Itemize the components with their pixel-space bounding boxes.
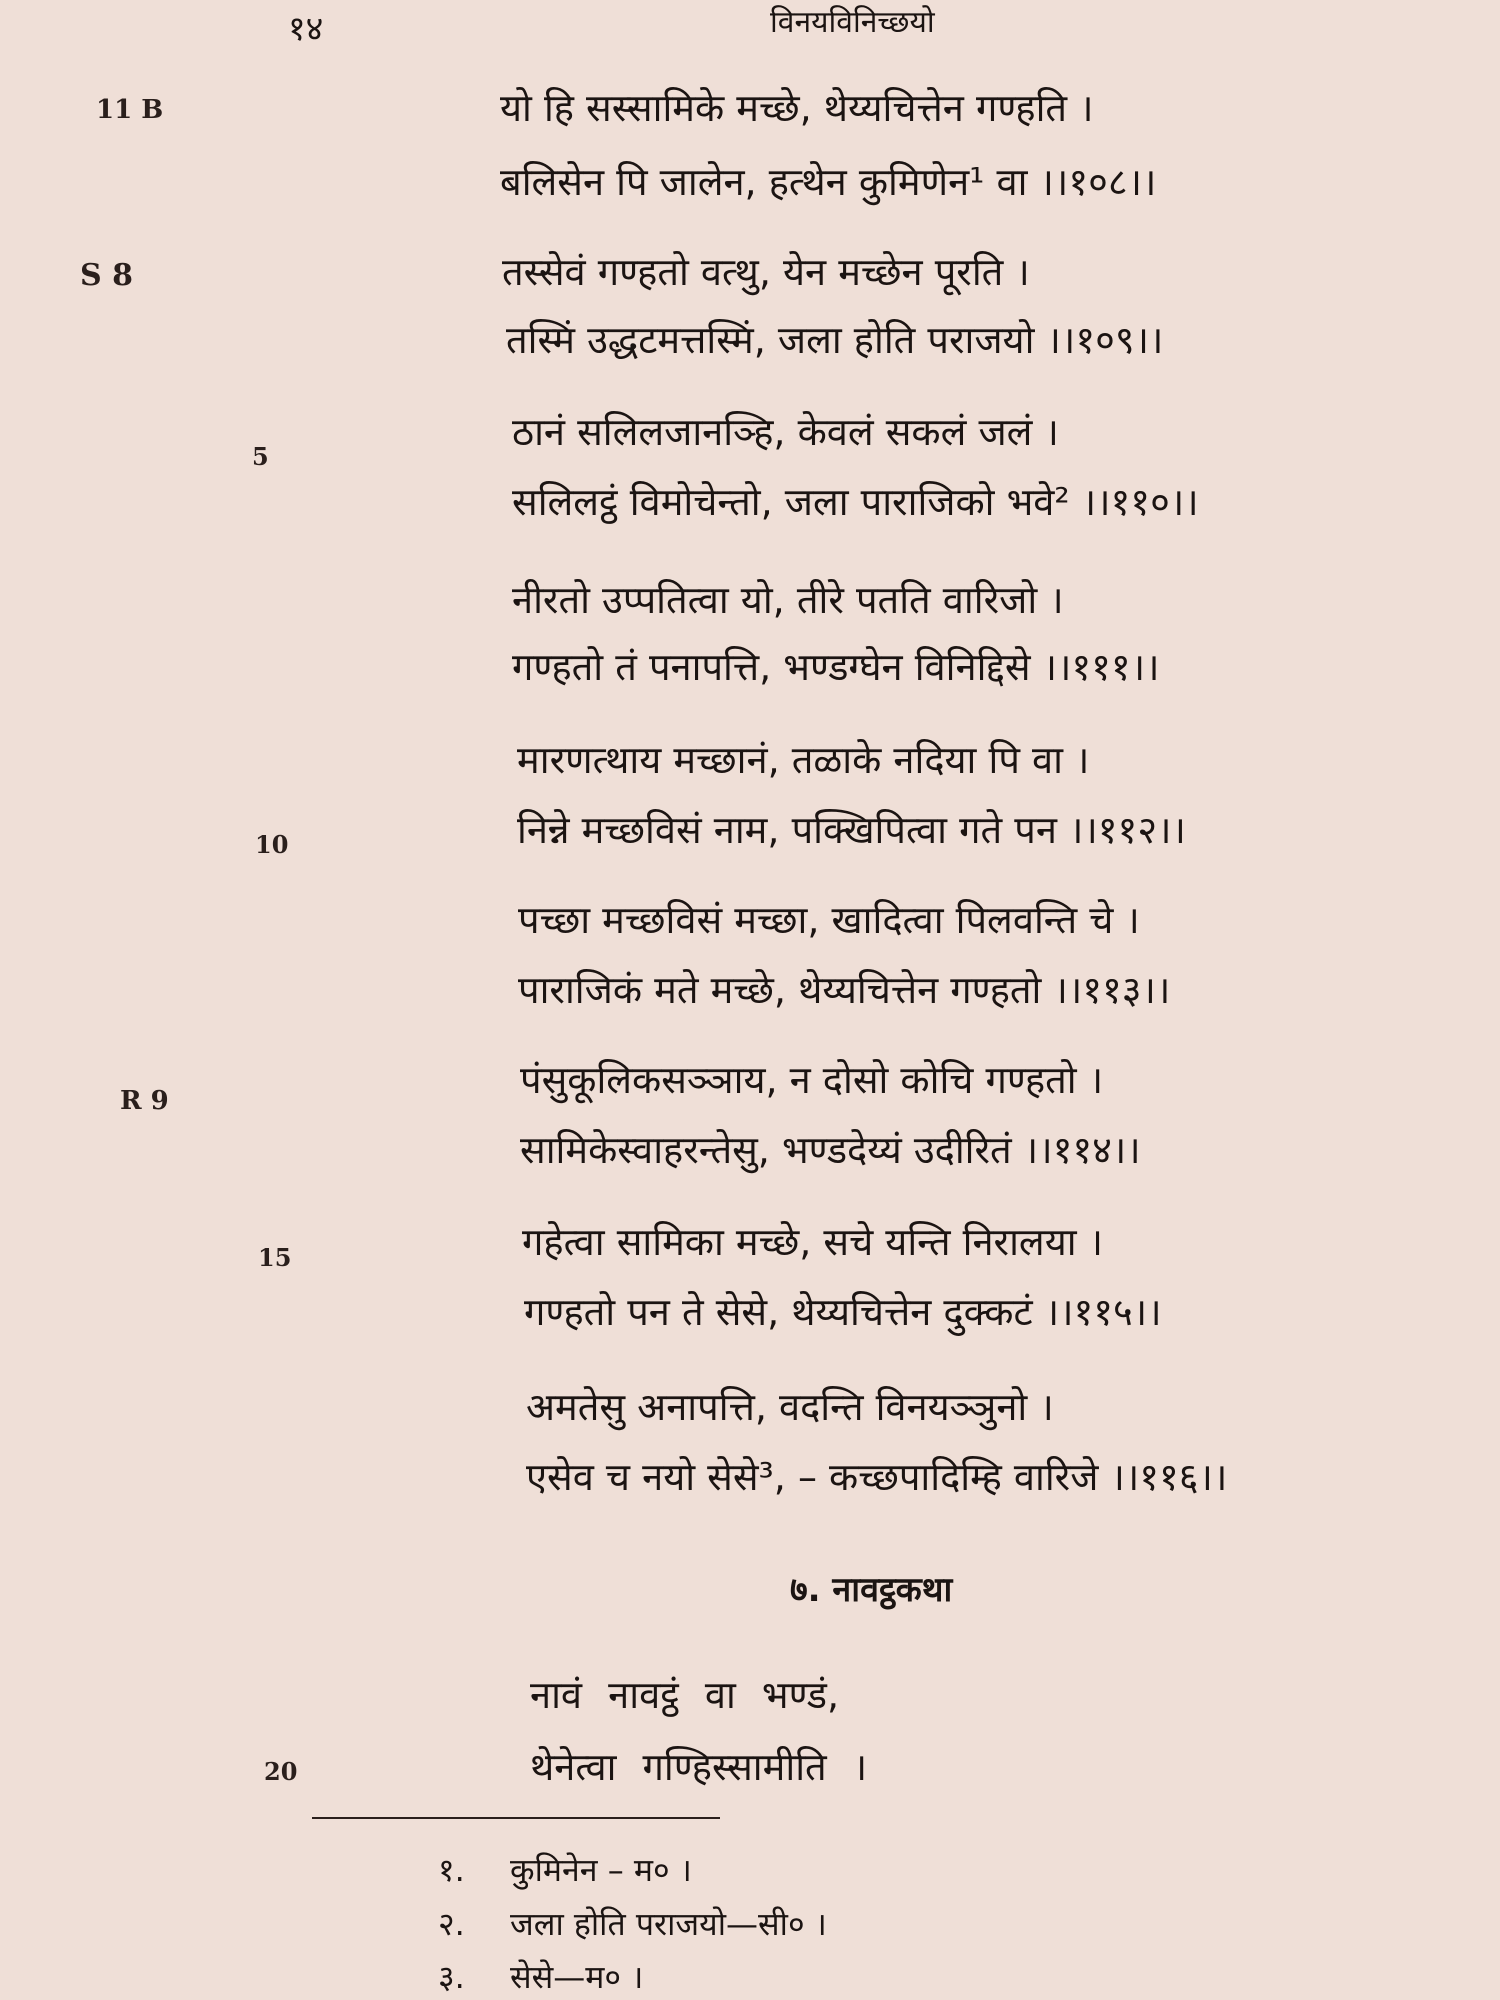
footnote-1: १. कुमिनेन – म० । [438,1851,692,1889]
verse-116-line-1: अमतेसु अनापत्ति, वदन्ति विनयञ्ञुनो । [526,1385,1054,1429]
footnote-rule [312,1817,720,1819]
verse-114-line-2: सामिकेस्वाहरन्तेसु, भण्डदेय्यं उदीरितं ।।११४।। [520,1128,1141,1172]
running-title: विनयविनिच्छयो [770,5,935,40]
verse-115-line-1: गहेत्वा सामिका मच्छे, सचे यन्ति निरालया । [522,1220,1104,1264]
footnote-3: ३. सेसे—म० । [438,1958,644,1996]
margin-ref-r9: R 9 [120,1086,169,1116]
verse-108-line-2: बलिसेन पि जालेन, हत्थेन कुमिणेन¹ वा ।।१०८।। [500,160,1157,204]
verse-114-line-1: पंसुकूलिकसञ्ञाय, न दोसो कोचि गण्हतो । [520,1058,1104,1102]
verse-109-line-1: तस्सेवं गण्हतो वत्थु, येन मच्छेन पूरति । [502,250,1030,294]
section-line-2: थेनेत्वा गण्हिस्सामीति । [530,1745,868,1789]
line-number-5: 5 [252,442,269,471]
verse-110-line-1: ठानं सलिलजानञ्हि, केवलं सकलं जलं । [512,410,1059,454]
verse-112-line-1: मारणत्थाय मच्छानं, तळाके नदिया पि वा । [517,738,1090,782]
section-heading: ७. नावट्ठकथा [790,1570,953,1610]
margin-ref-s8: S 8 [80,258,133,293]
verse-109-line-2: तस्मिं उद्धटमत्तस्मिं, जला होति पराजयो ।।१०९।। [506,318,1164,362]
line-number-15: 15 [258,1243,292,1272]
verse-116-line-2: एसेव च नयो सेसे³, – कच्छपादिम्हि वारिजे ।।११६।। [526,1455,1228,1499]
verse-111-line-1: नीरतो उप्पतित्वा यो, तीरे पतति वारिजो । [512,578,1064,622]
verse-115-line-2: गण्हतो पन ते सेसे, थेय्यचित्तेन दुक्कटं ।।११५।। [524,1290,1162,1334]
footnote-2: २. जला होति पराजयो—सी० । [438,1905,827,1943]
verse-112-line-2: निन्ने मच्छविसं नाम, पक्खिपित्वा गते पन ।।११२।। [517,808,1186,852]
verse-111-line-2: गण्हतो तं पनापत्ति, भण्डग्घेन विनिद्दिसे ।।१११।। [512,645,1160,689]
line-number-10: 10 [255,830,289,859]
section-line-1: नावं नावट्ठं वा भण्डं, [530,1673,840,1717]
line-number-20: 20 [264,1757,298,1786]
verse-108-line-1: यो हि सस्सामिके मच्छे, थेय्यचित्तेन गण्हति । [500,86,1094,130]
verse-113-line-2: पाराजिकं मते मच्छे, थेय्यचित्तेन गण्हतो ।।११३।। [518,968,1171,1012]
page-number: १४ [288,9,324,49]
verse-110-line-2: सलिलट्ठं विमोचेन्तो, जला पाराजिको भवे² ।।११०।। [512,480,1199,524]
margin-ref-11b: 11 B [96,95,164,125]
verse-113-line-1: पच्छा मच्छविसं मच्छा, खादित्वा पिलवन्ति चे । [518,898,1140,942]
